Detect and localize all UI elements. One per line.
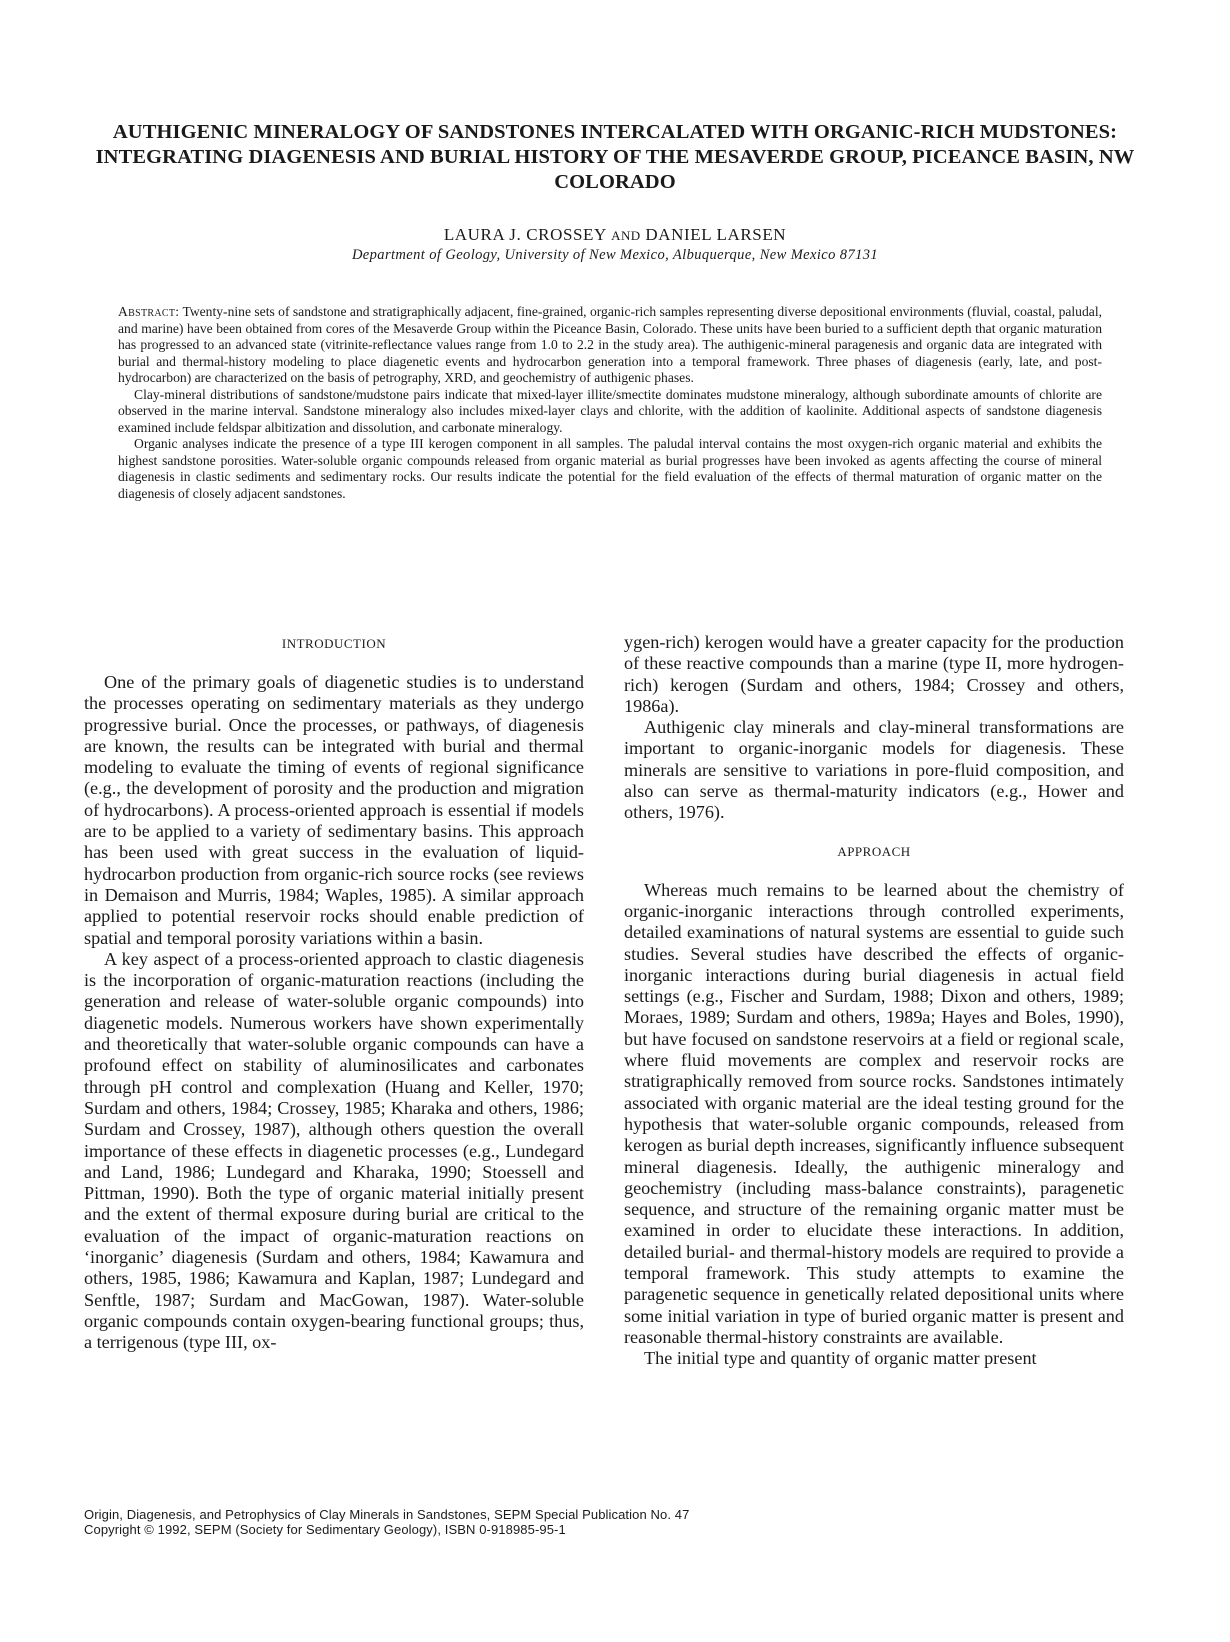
intro-continuation: ygen-rich) kerogen would have a greater capacity for the production of these reactive compounds than a marine (type II, more hydrogen-rich) kerogen (Surdam and others, 1984; Crossey and others, 1986a). xyxy=(624,632,1124,716)
footer-source-line: Origin, Diagenesis, and Petrophysics of Clay Minerals in Sandstones, SEPM Special Publication No. 47 xyxy=(84,1507,690,1522)
abstract-paragraph-1 xyxy=(118,304,1102,387)
paper-title: AUTHIGENIC MINERALOGY OF SANDSTONES INTERCALATED WITH ORGANIC-RICH MUDSTONES: INTEGRATING DIAGENESIS AND BURIAL HISTORY OF THE MESAVERDE GROUP, PICEANCE BASIN, NW COLORADO xyxy=(95,121,1135,193)
right-column xyxy=(624,632,1124,1370)
approach-paragraph-1: Whereas much remains to be learned about the chemistry of organic-inorganic interactions through controlled experiments, detailed examinations of natural systems are essential to guide such studies. Several studies have described the effects of organic-inorganic interactions during burial diagenesis in actual field settings (e.g., Fischer and Surdam, 1988; Dixon and others, 1989; Moraes, 1989; Surdam and others, 1989a; Hayes and Boles, 1990), but have focused on sandstone reservoirs at a field or regional scale, where fluid movements are complex and reservoir rocks are stratigraphically removed from source rocks. Sandstones intimately associated with organic material are the ideal testing ground for the hypothesis that water-soluble organic compounds, released from kerogen as burial depth increases, significantly influence subsequent mineral diagenesis. Ideally, the authigenic mineralogy and geochemistry (including mass-balance constraints), paragenetic sequence, and structure of the remaining organic matter must be examined in order to elucidate these interactions. In addition, detailed burial- and thermal-history models are required to provide a temporal framework. This study attempts to examine the paragenetic sequence in genetically related depositional units where some initial variation in type of buried organic matter is present and reasonable thermal-history constraints are available. xyxy=(624,879,1124,1347)
author-first: LAURA J. CROSSEY xyxy=(443,225,607,244)
footer-copyright-line: Copyright © 1992, SEPM (Society for Sedimentary Geology), ISBN 0-918985-95-1 xyxy=(84,1522,566,1537)
author-second: DANIEL LARSEN xyxy=(645,225,787,244)
section-heading-introduction: INTRODUCTION xyxy=(281,636,387,651)
section-heading-approach: APPROACH xyxy=(837,843,911,859)
approach-paragraph-2: The initial type and quantity of organic matter present xyxy=(644,1348,1037,1369)
abstract-label: Abstract: xyxy=(118,304,180,319)
intro-paragraph-3: Authigenic clay minerals and clay-mineral transformations are important to organic-inorganic models for diagenesis. These minerals are sensitive to variations in pore-fluid composition, and also can serve as thermal-maturity indicators (e.g., Hower and others, 1976). xyxy=(624,717,1124,823)
abstract xyxy=(118,304,1102,502)
intro-paragraph-1: One of the primary goals of diagenetic studies is to understand the processes operating on sedimentary materials as they undergo progressive burial. Once the processes, or pathways, of diagenesis are known, the results can be integrated with burial and thermal modeling to evaluate the timing of events of regional significance (e.g., the development of porosity and the production and migration of hydrocarbons). A process-oriented approach is essential if models are to be applied to a variety of sedimentary basins. This approach has been used with great success in the evaluation of liquid-hydrocarbon production from organic-rich source rocks (see reviews in Demaison and Murris, 1984; Waples, 1985). A similar approach applied to potential reservoir rocks should enable prediction of spatial and temporal porosity variations within a basin. xyxy=(84,672,584,948)
abstract-paragraph-2: Clay-mineral distributions of sandstone/mudstone pairs indicate that mixed-layer illite/smectite dominates mudstone mineralogy, although subordinate amounts of chlorite are observed in the marine interval. Sandstone mineralogy also includes mixed-layer clays and chlorite, with the addition of kaolinite. Additional aspects of sandstone diagenesis examined include feldspar albitization and dissolution, and carbonate mineralogy. xyxy=(118,386,1102,435)
author-affiliation: Department of Geology, University of New Mexico, Albuquerque, New Mexico 87131 xyxy=(351,247,879,263)
author-conjunction: AND xyxy=(611,228,641,243)
abstract-paragraph-3: Organic analyses indicate the presence of a type III kerogen component in all samples. The paludal interval contains the most oxygen-rich organic material and exhibits the highest sandstone porosities. Water-soluble organic compounds released from organic material as burial progresses have been invoked as agents affecting the course of mineral diagenesis in clastic sediments and sedimentary rocks. Our results indicate the potential for the field evaluation of the effects of thermal maturation of organic matter on the diagenesis of closely adjacent sandstones. xyxy=(118,436,1102,501)
intro-paragraph-2: A key aspect of a process-oriented approach to clastic diagenesis is the incorporation of organic-maturation reactions (including the generation and release of water-soluble organic compounds) into diagenetic models. Numerous workers have shown experimentally and theoretically that water-soluble organic compounds can have a profound effect on stability of aluminosilicates and carbonates through pH control and complexation (Huang and Keller, 1970; Surdam and others, 1984; Crossey, 1985; Kharaka and others, 1986; Surdam and Crossey, 1987), although others question the overall importance of these effects in diagenetic processes (e.g., Lundegard and Land, 1986; Lundegard and Kharaka, 1990; Stoessell and Pittman, 1990). Both the type of organic material initially present and the extent of thermal exposure during burial are critical to the evaluation of the impact of organic-maturation reactions on ‘inorganic’ diagenesis (Surdam and others, 1984; Kawamura and others, 1985, 1986; Kawamura and Kaplan, 1987; Lundegard and Senftle, 1987; Surdam and MacGowan, 1987). Water-soluble organic compounds contain oxygen-bearing functional groups; thus, a terrigenous (type III, ox- xyxy=(84,948,584,1353)
author-line xyxy=(60,225,1170,245)
left-column xyxy=(84,632,584,1354)
abstract-text-1: Twenty-nine sets of sandstone and stratigraphically adjacent, fine-grained, organic-rich samples representing diverse depositional environments (fluvial, coastal, paludal, and marine) have been obtained from cores of the Mesaverde Group within the Piceance Basin, Colorado. These units have been buried to a sufficient depth that organic maturation has progressed to an advanced state (vitrinite-reflectance values range from 1.0 to 2.2 in the study area). The authigenic-mineral paragenesis and organic data are integrated with burial and thermal-history modeling to place diagenetic events and hydrocarbon generation into a temporal framework. Three phases of diagenesis (early, late, and post-hydrocarbon) are characterized on the basis of petrography, XRD, and geochemistry of authigenic phases. xyxy=(118,304,1102,385)
publication-footer xyxy=(84,1507,1144,1537)
